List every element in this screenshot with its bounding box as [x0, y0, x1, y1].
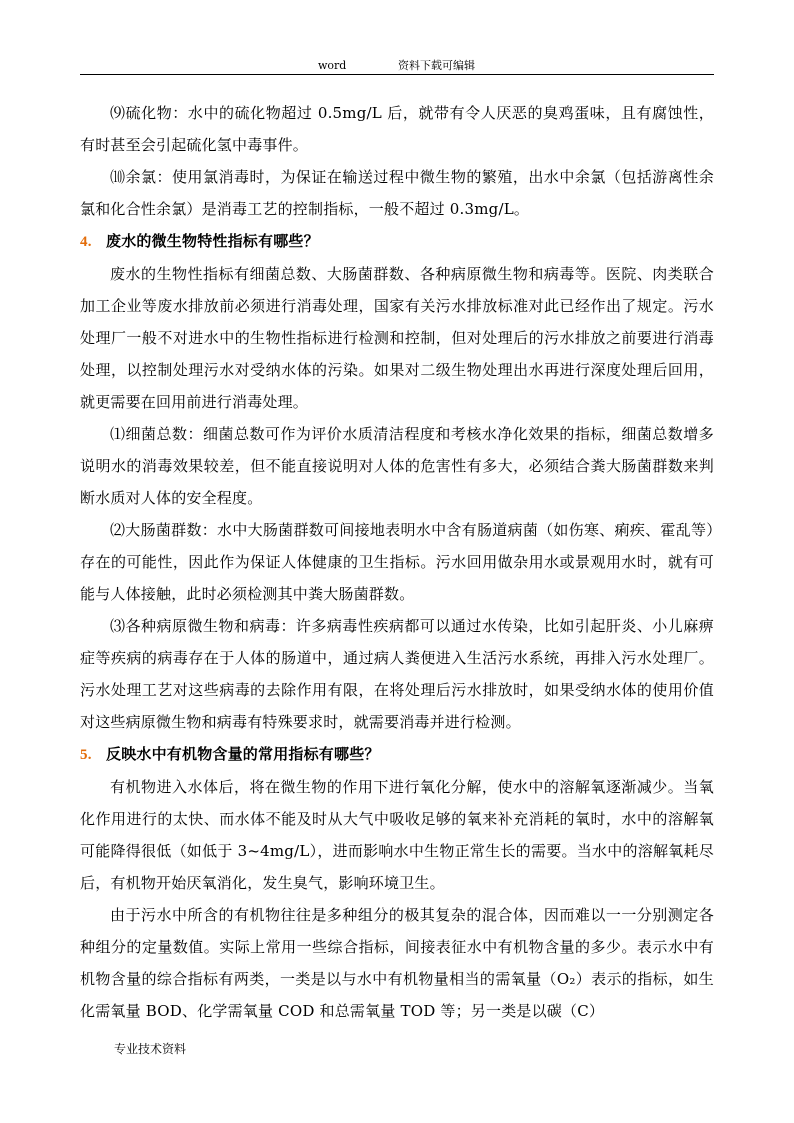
heading-text: 反映水中有机物含量的常用指标有哪些？ [106, 745, 380, 763]
section-heading-5 [80, 738, 714, 771]
paragraph-residual-chlorine: ⑽余氯：使用氯消毒时，为保证在输送过程中微生物的繁殖，出水中余氯（包括游离性余氯和化合性余氯）是消毒工艺的控制指标，一般不超过 0.3mg/L。 [80, 168, 714, 218]
paragraph-organic-indicators: 由于污水中所含的有机物往往是多种组分的极其复杂的混合体，因而难以一一分别测定各种组分的定量数值。实际上常用一些综合指标，间接表征水中有机物含量的多少。表示水中有机物含量的综合指标有两类，一类是以与水中有机物量相当的需氧量（O₂）表示的指标，如生化需氧量 BOD、化学需氧量 COD 和总需氧量 TOD 等；另一类是以碳（C） [80, 906, 714, 1020]
paragraph-sulfide: ⑼硫化物：水中的硫化物超过 0.5mg/L 后，就带有令人厌恶的臭鸡蛋味，且有腐蚀性，有时甚至会引起硫化氢中毒事件。 [80, 104, 714, 154]
page-header [80, 57, 714, 75]
heading-number: 5. [80, 747, 92, 763]
paragraph-biological-indicators: 废水的生物性指标有细菌总数、大肠菌群数、各种病原微生物和病毒等。医院、肉类联合加工企业等废水排放前必须进行消毒处理，国家有关污水排放标准对此已经作出了规定。污水处理厂一般不对进水中的生物性指标进行检测和控制，但对处理后的污水排放之前要进行消毒处理，以控制处理污水对受纳水体的污染。如果对二级生物处理出水再进行深度处理后回用，就更需要在回用前进行消毒处理。 [80, 265, 714, 411]
paragraph-bacteria-count: ⑴细菌总数：细菌总数可作为评价水质清洁程度和考核水净化效果的指标，细菌总数增多说明水的消毒效果较差，但不能直接说明对人体的危害性有多大，必须结合粪大肠菌群数来判断水质对人体的安全程度。 [80, 425, 714, 507]
heading-text: 废水的微生物特性指标有哪些？ [106, 232, 319, 250]
header-left: word [318, 59, 347, 72]
paragraph-pathogens: ⑶各种病原微生物和病毒：许多病毒性疾病都可以通过水传染，比如引起肝炎、小儿麻痹症等疾病的病毒存在于人体的肠道中，通过病人粪便进入生活污水系统，再排入污水处理厂。污水处理工艺对这些病毒的去除作用有限，在将处理后污水排放时，如果受纳水体的使用价值对这些病原微生物和病毒有特殊要求时，就需要消毒并进行检测。 [80, 617, 714, 731]
header-right: 资料下载可编辑 [398, 59, 475, 72]
section-heading-4 [80, 225, 714, 258]
page-footer: 专业技术资料 [114, 1042, 187, 1056]
paragraph-coliform: ⑵大肠菌群数：水中大肠菌群数可间接地表明水中含有肠道病菌（如伤寒、痢疾、霍乱等）存在的可能性，因此作为保证人体健康的卫生指标。污水回用做杂用水或景观用水时，就有可能与人体接触，此时必须检测其中粪大肠菌群数。 [80, 521, 714, 603]
heading-number: 4. [80, 234, 92, 250]
document-body [80, 97, 714, 1027]
paragraph-organic-oxidation: 有机物进入水体后，将在微生物的作用下进行氧化分解，使水中的溶解氧逐渐减少。当氧化作用进行的太快、而水体不能及时从大气中吸收足够的氧来补充消耗的氧时，水中的溶解氧可能降得很低（如低于 3~4mg/L），进而影响水中生物正常生长的需要。当水中的溶解氧耗尽后，有机物开始厌氧消化，发生臭气，影响环境卫生。 [80, 778, 714, 892]
